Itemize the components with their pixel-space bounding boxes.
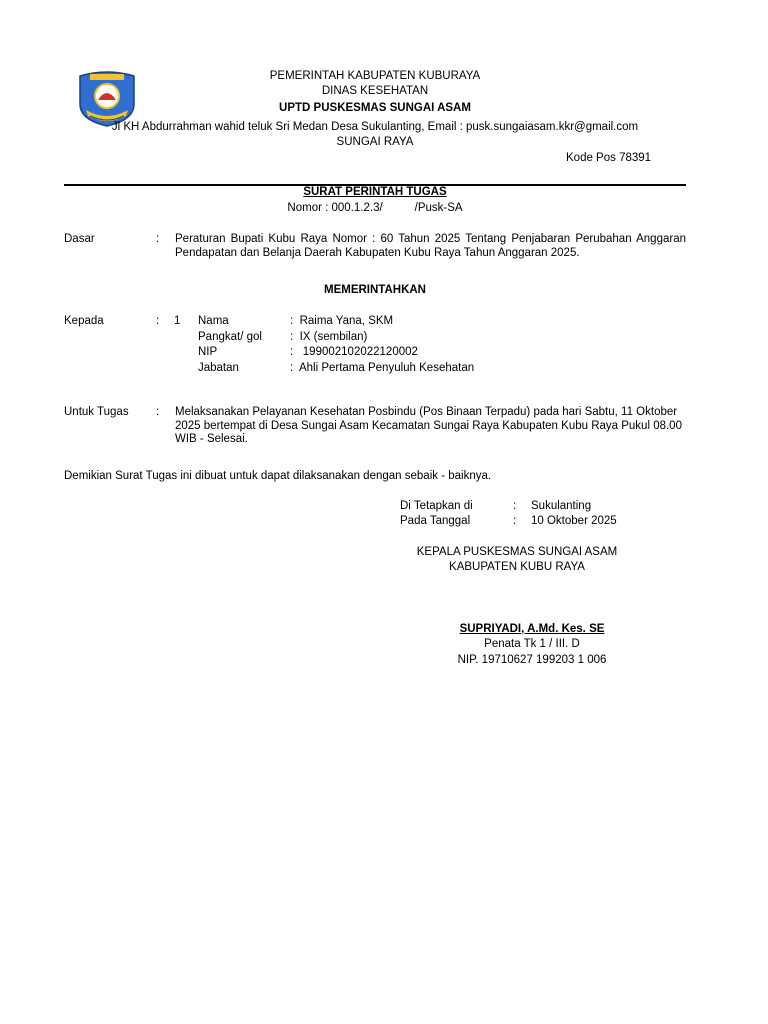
- letter-title: SURAT PERINTAH TUGAS: [303, 186, 447, 198]
- untuk-tugas-text: Melaksanakan Pelayanan Kesehatan Posbindu (Pos Binaan Terpadu) pada hari Sabtu, 11 Oktober 2025 bertempat di Desa Sungai Asam Kecamatan Sungai Raya Kabupaten Kubu Raya Pukul 08.00 WIB - Selesai.: [175, 406, 682, 445]
- field-value-nama: : Raima Yana, SKM: [290, 315, 394, 327]
- kepada-colon: :: [156, 315, 160, 327]
- date-value: 10 Oktober 2025: [531, 515, 617, 527]
- dasar-label: Dasar: [64, 233, 95, 245]
- dasar-text: Peraturan Bupati Kubu Raya Nomor : 60 Tahun 2025 Tentang Penjabaran Perubahan Anggaran Pendapatan dan Belanja Daerah Kabupaten Kubu Raya Tahun Anggaran 2025.: [175, 233, 686, 259]
- untuk-tugas-colon: :: [156, 406, 160, 418]
- memerintahkan-heading: MEMERINTAHKAN: [323, 284, 426, 296]
- header-government: PEMERINTAH KABUPATEN KUBURAYA: [269, 70, 481, 82]
- field-value-pangkat: : IX (sembilan): [290, 331, 368, 343]
- kepada-label: Kepada: [64, 315, 104, 327]
- header-institution: UPTD PUSKESMAS SUNGAI ASAM: [279, 102, 471, 114]
- place-label: Di Tetapkan di: [400, 500, 473, 512]
- signer-rank: Penata Tk 1 / III. D: [484, 638, 580, 650]
- field-label-jabatan: Jabatan: [198, 362, 239, 374]
- signer-title-1: KEPALA PUSKESMAS SUNGAI ASAM: [416, 546, 618, 558]
- header-city: SUNGAI RAYA: [336, 136, 414, 148]
- header-address: Jl KH Abdurrahman wahid teluk Sri Medan Desa Sukulanting, Email : pusk.sungaiasam.kkr@gmail.com: [111, 121, 639, 133]
- field-label-nama: Nama: [198, 315, 229, 327]
- signer-name: SUPRIYADI, A.Md. Kes. SE: [459, 623, 605, 635]
- field-label-nip: NIP: [198, 346, 218, 358]
- place-colon: :: [513, 500, 517, 512]
- letter-number: Nomor : 000.1.2.3/ /Pusk-SA: [287, 202, 463, 214]
- kepada-index: 1: [174, 315, 181, 327]
- dasar-colon: :: [156, 233, 160, 245]
- untuk-tugas-label: Untuk Tugas: [64, 406, 129, 418]
- signer-title-2: KABUPATEN KUBU RAYA: [449, 561, 585, 573]
- header-department: DINAS KESEHATAN: [321, 85, 429, 97]
- closing-statement: Demikian Surat Tugas ini dibuat untuk dapat dilaksanakan dengan sebaik - baiknya.: [64, 470, 492, 482]
- field-value-jabatan: : Ahli Pertama Penyuluh Kesehatan: [290, 362, 475, 374]
- header-postcode: Kode Pos 78391: [566, 152, 652, 164]
- date-label: Pada Tanggal: [400, 515, 471, 527]
- field-label-pangkat: Pangkat/ gol: [198, 331, 262, 343]
- field-value-nip: : 199002102022120002: [290, 346, 418, 358]
- place-value: Sukulanting: [531, 500, 592, 512]
- kubu-raya-logo: [76, 70, 138, 128]
- signer-nip: NIP. 19710627 199203 1 006: [457, 654, 607, 666]
- date-colon: :: [513, 515, 517, 527]
